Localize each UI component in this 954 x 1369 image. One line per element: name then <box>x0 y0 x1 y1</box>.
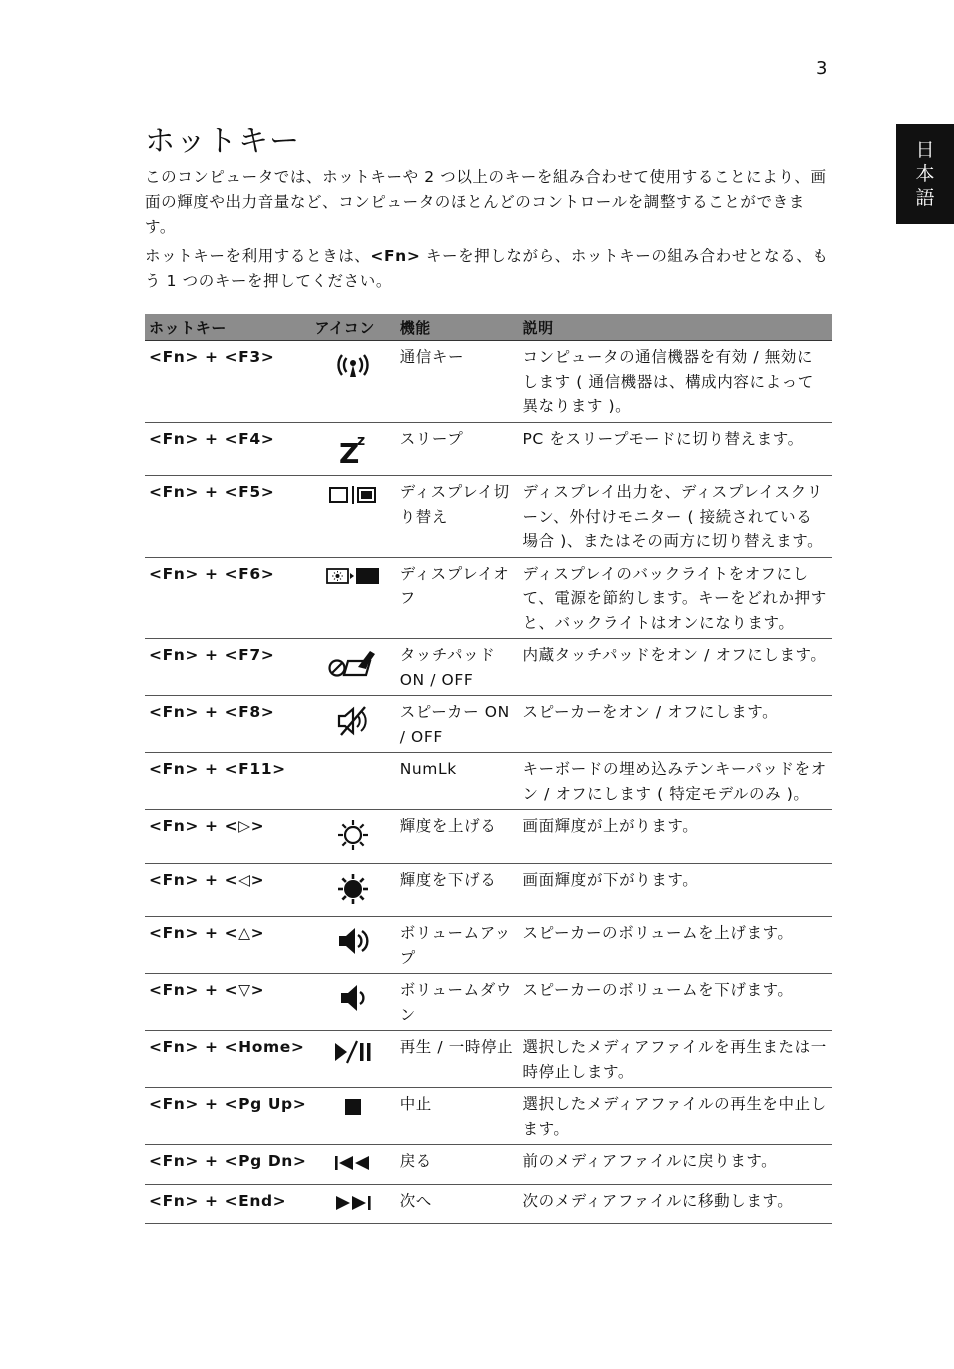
description-cell: 選択したメディアファイルを再生または一時停止します。 <box>518 1031 832 1088</box>
language-tab-char: 日 <box>915 139 935 161</box>
icon-cell <box>311 974 396 1031</box>
icon-cell <box>311 753 396 810</box>
description-cell: 内蔵タッチパッドをオン / オフにします。 <box>518 639 832 696</box>
header-function: 機能 <box>396 314 519 341</box>
icon-cell <box>311 696 396 753</box>
fn-key-label: <Fn> <box>370 247 421 265</box>
header-hotkey: ホットキー <box>145 314 311 341</box>
function-cell: 通信キー <box>396 341 519 423</box>
icon-cell <box>311 1088 396 1145</box>
function-cell: NumLk <box>396 753 519 810</box>
function-cell: 輝度を下げる <box>396 863 519 917</box>
language-tab-char: 語 <box>915 187 935 209</box>
language-tab-char: 本 <box>915 163 935 185</box>
description-cell: 次のメディアファイルに移動します。 <box>518 1184 832 1224</box>
icon-cell <box>311 1031 396 1088</box>
function-cell: ボリュームダウン <box>396 974 519 1031</box>
table-row <box>145 476 832 558</box>
intro-text: キーを押しながら、ホットキーの組み合わせとなる、もう 1 つのキーを押してください。 <box>145 247 829 290</box>
icon-cell <box>311 1184 396 1224</box>
brightness-up-icon <box>336 818 370 852</box>
function-cell: スピーカー ON / OFF <box>396 696 519 753</box>
table-row <box>145 1088 832 1145</box>
intro-text: ホットキーを利用するときは、 <box>145 247 371 265</box>
hotkey-table <box>145 314 832 1224</box>
hotkey-cell: <Fn> + <F5> <box>145 476 311 558</box>
description-cell: スピーカーのボリュームを下げます。 <box>518 974 832 1031</box>
header-icon: アイコン <box>311 314 396 341</box>
previous-icon <box>333 1153 373 1173</box>
wireless-icon <box>333 349 373 381</box>
table-row <box>145 557 832 639</box>
hotkey-cell: <Fn> + <F6> <box>145 557 311 639</box>
description-cell: キーボードの埋め込みテンキーパッドをオン / オフにします ( 特定モデルのみ )。 <box>518 753 832 810</box>
intro-paragraph-fn <box>145 244 835 294</box>
page-number: 3 <box>816 58 828 79</box>
table-row <box>145 696 832 753</box>
description-cell: スピーカーをオン / オフにします。 <box>518 696 832 753</box>
next-icon <box>333 1193 373 1213</box>
icon-cell <box>311 639 396 696</box>
table-row <box>145 341 832 423</box>
icon-cell <box>311 917 396 974</box>
function-cell: 次へ <box>396 1184 519 1224</box>
function-cell: 再生 / 一時停止 <box>396 1031 519 1088</box>
header-description: 説明 <box>518 314 832 341</box>
function-cell: 戻る <box>396 1145 519 1185</box>
description-cell: 画面輝度が下がります。 <box>518 863 832 917</box>
description-cell: 選択したメディアファイルの再生を中止します。 <box>518 1088 832 1145</box>
stop-icon <box>342 1096 364 1118</box>
function-cell: ディスプレイオフ <box>396 557 519 639</box>
volume-down-icon <box>337 982 369 1014</box>
hotkey-cell: <Fn> + <Pg Up> <box>145 1088 311 1145</box>
table-row <box>145 1145 832 1185</box>
intro-paragraph: このコンピュータでは、ホットキーや 2 つ以上のキーを組み合わせて使用することにより、画面の輝度や出力音量など、コンピュータのほとんどのコントロールを調整することができます。 <box>145 168 827 236</box>
icon-cell <box>311 863 396 917</box>
touchpad-toggle-icon <box>326 647 380 679</box>
icon-cell <box>311 810 396 864</box>
description-cell: 前のメディアファイルに戻ります。 <box>518 1145 832 1185</box>
table-row <box>145 639 832 696</box>
icon-cell <box>311 341 396 423</box>
hotkey-cell: <Fn> + <▷> <box>145 810 311 864</box>
display-toggle-icon <box>328 484 378 506</box>
hotkey-cell: <Fn> + <F7> <box>145 639 311 696</box>
table-row <box>145 422 832 476</box>
table-row <box>145 753 832 810</box>
function-cell: スリープ <box>396 422 519 476</box>
function-cell: タッチパッド ON / OFF <box>396 639 519 696</box>
language-tab <box>896 124 954 224</box>
description-cell: スピーカーのボリュームを上げます。 <box>518 917 832 974</box>
hotkey-cell: <Fn> + <△> <box>145 917 311 974</box>
brightness-down-icon <box>336 872 370 906</box>
volume-up-icon <box>335 925 371 957</box>
hotkey-cell: <Fn> + <F4> <box>145 422 311 476</box>
table-header-row <box>145 314 832 341</box>
svg-text:Z: Z <box>339 436 360 465</box>
description-cell: PC をスリープモードに切り替えます。 <box>518 422 832 476</box>
description-cell: 画面輝度が上がります。 <box>518 810 832 864</box>
hotkey-cell: <Fn> + <F8> <box>145 696 311 753</box>
play-pause-icon <box>331 1039 375 1065</box>
hotkey-cell: <Fn> + <◁> <box>145 863 311 917</box>
description-cell: コンピュータの通信機器を有効 / 無効にします ( 通信機器は、構成内容によって異なります )。 <box>518 341 832 423</box>
hotkey-cell: <Fn> + <End> <box>145 1184 311 1224</box>
icon-cell <box>311 1145 396 1185</box>
hotkey-cell: <Fn> + <▽> <box>145 974 311 1031</box>
function-cell: 輝度を上げる <box>396 810 519 864</box>
svg-text:z: z <box>357 432 366 449</box>
function-cell: ディスプレイ切り替え <box>396 476 519 558</box>
hotkey-cell: <Fn> + <Pg Dn> <box>145 1145 311 1185</box>
function-cell: 中止 <box>396 1088 519 1145</box>
icon-cell <box>311 476 396 558</box>
hotkey-cell: <Fn> + <F11> <box>145 753 311 810</box>
speaker-toggle-icon <box>333 704 373 738</box>
description-cell: ディスプレイのバックライトをオフにして、電源を節約します。キーをどれか押すと、バックライトはオンになります。 <box>518 557 832 639</box>
page-title: ホットキー <box>145 124 300 159</box>
table-row <box>145 1031 832 1088</box>
function-cell: ボリュームアップ <box>396 917 519 974</box>
table-row <box>145 863 832 917</box>
table-row <box>145 810 832 864</box>
sleep-icon <box>337 431 369 465</box>
icon-cell <box>311 422 396 476</box>
table-row <box>145 974 832 1031</box>
hotkey-cell: <Fn> + <F3> <box>145 341 311 423</box>
hotkey-cell: <Fn> + <Home> <box>145 1031 311 1088</box>
icon-cell <box>311 557 396 639</box>
table-row <box>145 1184 832 1224</box>
description-cell: ディスプレイ出力を、ディスプレイスクリーン、外付けモニター ( 接続されている場合 )、またはその両方に切り替えます。 <box>518 476 832 558</box>
table-row <box>145 917 832 974</box>
display-off-icon <box>325 566 381 586</box>
